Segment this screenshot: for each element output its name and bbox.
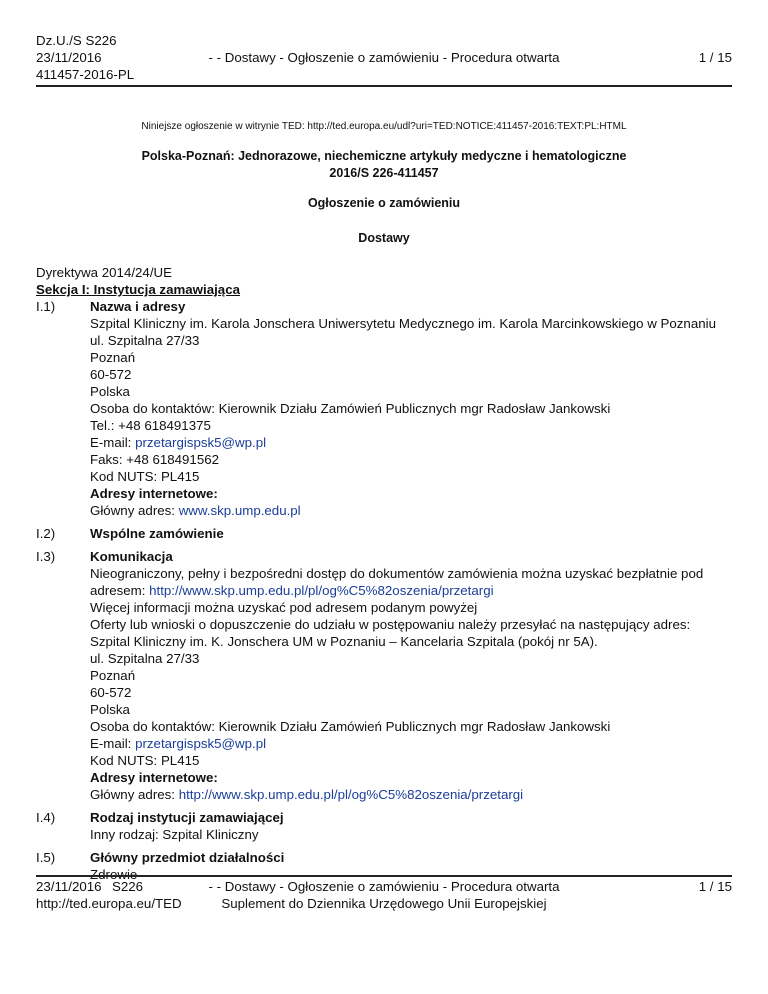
- section-heading: Rodzaj instytucji zamawiającej: [90, 810, 284, 825]
- country: Polska: [90, 384, 130, 399]
- offers-info: Oferty lub wnioski o dopuszczenie do udziału w postępowaniu należy przesyłać na następujący adres:: [90, 617, 691, 632]
- document-title: [0, 148, 768, 182]
- section-heading: Główny przedmiot działalności: [90, 850, 285, 865]
- email-link[interactable]: przetargispsk5@wp.pl: [135, 736, 267, 751]
- email-link[interactable]: przetargispsk5@wp.pl: [135, 435, 267, 450]
- header-page: 1 / 15: [698, 50, 732, 65]
- main-address-line: [90, 786, 732, 803]
- main-address-link[interactable]: www.skp.ump.edu.pl: [178, 503, 301, 518]
- section-heading: Nazwa i adresy: [90, 299, 186, 314]
- page-footer: [36, 878, 732, 918]
- directive: Dyrektywa 2014/24/UE: [36, 265, 172, 280]
- offers-address-name: Szpital Kliniczny im. K. Jonschera UM w Poznaniu – Kancelaria Szpitala (pokój nr 5A).: [90, 634, 598, 649]
- section-i-1: [36, 298, 732, 519]
- page-header: [36, 32, 732, 84]
- email-line: [90, 434, 732, 451]
- title-line-2: 2016/S 226-411457: [329, 166, 439, 180]
- ted-notice-link: Niniejsze ogłoszenie w witrynie TED: http://ted.europa.eu/udl?uri=TED:NOTICE:411457-2016:TEXT:PL:HTML: [141, 121, 627, 132]
- title-line-1: Polska-Poznań: Jednorazowe, niechemiczne artykuły medyczne i hematologiczne: [141, 149, 627, 163]
- footer-center: [36, 878, 732, 912]
- main-address-label: Główny adres:: [90, 787, 179, 802]
- section-heading: Komunikacja: [90, 549, 173, 564]
- city: Poznań: [90, 668, 136, 683]
- city: Poznań: [90, 350, 136, 365]
- authority-type: Inny rodzaj: Szpital Kliniczny: [90, 827, 259, 842]
- section-i-3: [36, 548, 732, 803]
- email-label: E-mail:: [90, 435, 136, 450]
- header-rule: [36, 85, 732, 87]
- section-number: I.3): [36, 549, 56, 564]
- email-line: [90, 735, 732, 752]
- fax: Faks: +48 618491562: [90, 452, 220, 467]
- authority-name: Szpital Kliniczny im. Karola Jonschera Uniwersytetu Medycznego im. Karola Marcinkowskiego w Poznaniu: [90, 316, 716, 331]
- street: ul. Szpitalna 27/33: [90, 333, 200, 348]
- section-body: [90, 525, 732, 542]
- contact-person: Osoba do kontaktów: Kierownik Działu Zamówień Publicznych mgr Radosław Jankowski: [90, 401, 611, 416]
- section-body: [90, 298, 732, 519]
- header-journal: Dz.U./S S226: [36, 33, 117, 48]
- section-number: I.5): [36, 850, 56, 865]
- section-i-2: [36, 525, 732, 542]
- main-address-label: Główny adres:: [90, 503, 179, 518]
- postcode: 60-572: [90, 367, 132, 382]
- more-info: Więcej informacji można uzyskać pod adresem podanym powyżej: [90, 600, 478, 615]
- document-body: [36, 264, 732, 889]
- country: Polska: [90, 702, 130, 717]
- main-address-line: [90, 502, 732, 519]
- phone: Tel.: +48 618491375: [90, 418, 211, 433]
- postcode: 60-572: [90, 685, 132, 700]
- footer-site: http://ted.europa.eu/TED: [36, 896, 182, 911]
- header-title: - - Dostawy - Ogłoszenie o zamówieniu - Procedura otwarta: [208, 50, 560, 65]
- street: ul. Szpitalna 27/33: [90, 651, 200, 666]
- header-ref: 411457-2016-PL: [36, 67, 135, 82]
- footer-page: 1 / 15: [698, 879, 732, 894]
- document-subtitle: Ogłoszenie o zamówieniu: [307, 196, 461, 210]
- documents-address-line: [90, 582, 732, 599]
- footer-issue: S226: [112, 879, 144, 894]
- documents-address-label: adresem:: [90, 583, 150, 598]
- section-number: I.1): [36, 299, 56, 314]
- footer-supplement: Suplement do Dziennika Urzędowego Unii Europejskiej: [221, 896, 547, 911]
- documents-link[interactable]: http://www.skp.ump.edu.pl/pl/og%C5%82oszenia/przetargi: [149, 583, 494, 598]
- main-activity: Zdrowie: [90, 867, 138, 882]
- section-number: I.2): [36, 526, 56, 541]
- section-body: [90, 809, 732, 843]
- footer-rule: [36, 875, 732, 877]
- documents-access: Nieograniczony, pełny i bezpośredni dostęp do dokumentów zamówienia można uzyskać bezpłatnie pod: [90, 566, 704, 581]
- section-title: Sekcja I: Instytucja zamawiająca: [36, 282, 240, 297]
- footer-date: 23/11/2016: [36, 879, 102, 894]
- main-address-link[interactable]: http://www.skp.ump.edu.pl/pl/og%C5%82oszenia/przetargi: [178, 787, 524, 802]
- section-i-4: [36, 809, 732, 843]
- header-date: 23/11/2016: [36, 50, 102, 65]
- internet-heading: Adresy internetowe:: [90, 770, 218, 785]
- section-number: I.4): [36, 810, 56, 825]
- email-label: E-mail:: [90, 736, 136, 751]
- footer-title: - - Dostawy - Ogłoszenie o zamówieniu - Procedura otwarta: [208, 879, 560, 894]
- nuts-code: Kod NUTS: PL415: [90, 469, 200, 484]
- contact-person: Osoba do kontaktów: Kierownik Działu Zamówień Publicznych mgr Radosław Jankowski: [90, 719, 611, 734]
- contract-kind: Dostawy: [358, 231, 410, 245]
- section-body: [90, 548, 732, 803]
- internet-heading: Adresy internetowe:: [90, 486, 218, 501]
- section-heading: Wspólne zamówienie: [90, 526, 224, 541]
- nuts-code: Kod NUTS: PL415: [90, 753, 200, 768]
